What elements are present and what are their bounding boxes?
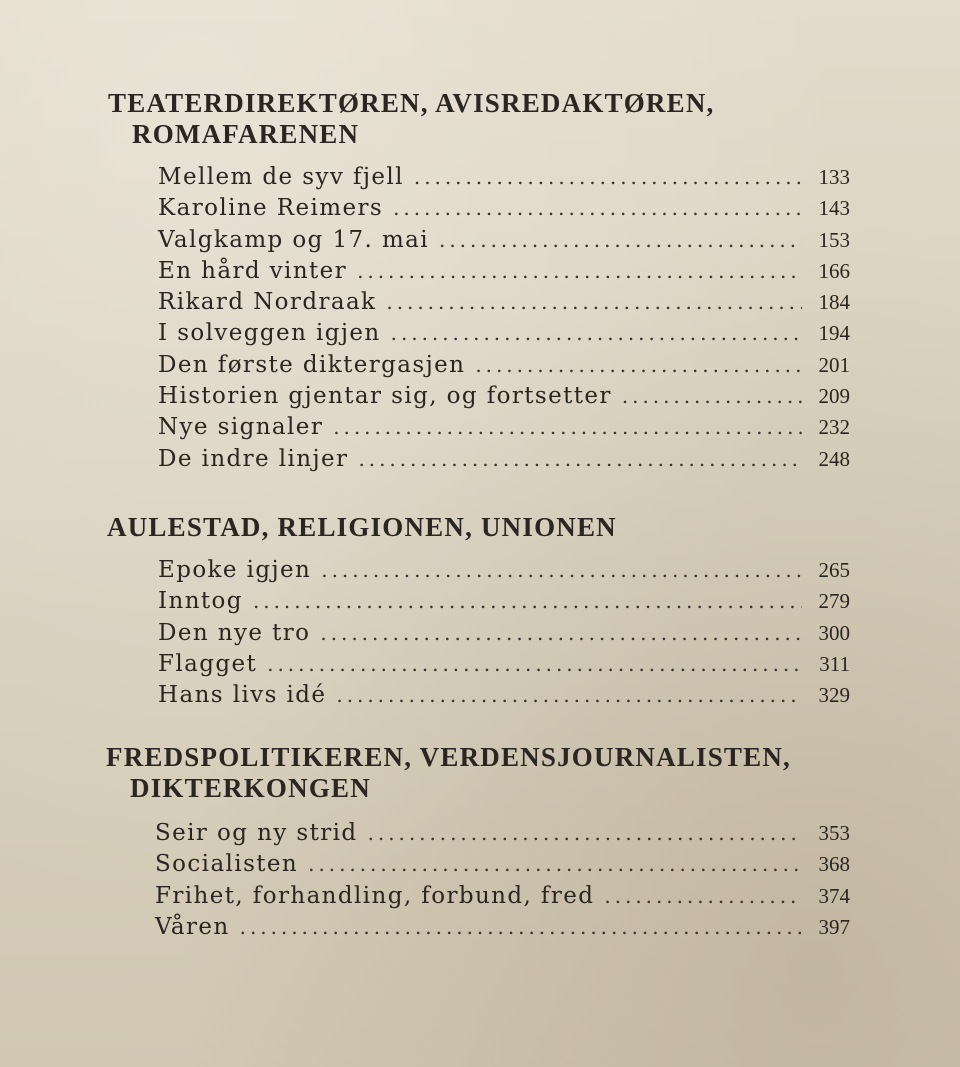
toc-entry-page-number: 166 (818, 258, 850, 283)
toc-entry (158, 682, 850, 713)
section-heading (0, 742, 960, 804)
dot-leader (253, 589, 802, 613)
toc-entry-title: En hård vinter (158, 257, 348, 284)
dot-leader (622, 384, 802, 408)
section-heading-line: ROMAFARENEN (132, 119, 360, 149)
dot-leader (240, 915, 802, 939)
toc-entry-title: Hans livs idé (158, 682, 327, 709)
toc-entry-list (158, 164, 850, 477)
toc-section-aulestad (0, 512, 960, 713)
toc-entry (158, 195, 850, 226)
dot-leader (333, 415, 802, 439)
toc-entry-title: Seir og ny strid (155, 820, 358, 846)
dot-leader (386, 290, 802, 314)
toc-entry-title: Karoline Reimers (158, 195, 384, 222)
toc-entry-title: Nye signaler (158, 414, 324, 441)
toc-entry (158, 446, 850, 477)
toc-entry (158, 164, 850, 195)
toc-entry-title: Inntog (158, 588, 243, 615)
section-heading-line: AULESTAD, RELIGIONEN, UNIONEN (107, 512, 617, 542)
toc-entry-page-number: 353 (818, 821, 850, 845)
toc-entry (158, 557, 850, 588)
section-heading (0, 88, 960, 150)
toc-entry-title: I solveggen igjen (158, 320, 381, 347)
toc-entry-page-number: 279 (818, 589, 850, 614)
toc-entry-title: Den første diktergasjen (158, 351, 466, 378)
toc-entry (158, 352, 850, 383)
dot-leader (267, 652, 802, 676)
toc-entry (158, 383, 850, 414)
dot-leader (439, 228, 802, 252)
toc-entry-title: De indre linjer (158, 445, 349, 472)
toc-entry-title: Valgkamp og 17. mai (158, 226, 430, 253)
section-heading-line: TEATERDIREKTØREN, AVISREDAKTØREN, (108, 88, 715, 118)
toc-entry-title: Frihet, forhandling, forbund, fred (155, 882, 595, 909)
dot-leader (414, 165, 802, 189)
section-heading-line: FREDSPOLITIKEREN, VERDENSJOURNALISTEN, (106, 742, 791, 772)
toc-entry-page-number: 248 (818, 446, 850, 471)
toc-entry-page-number: 300 (818, 620, 850, 645)
toc-entry-page-number: 201 (818, 352, 850, 377)
toc-entry-page-number: 194 (818, 321, 850, 346)
dot-leader (604, 884, 802, 908)
dot-leader (357, 259, 802, 283)
toc-entry (155, 914, 850, 945)
toc-entry-page-number: 184 (818, 290, 850, 315)
toc-entry-page-number: 329 (818, 683, 850, 708)
toc-entry-page-number: 368 (818, 852, 850, 877)
toc-entry (158, 414, 850, 445)
dot-leader (320, 621, 802, 645)
section-heading-line: DIKTERKONGEN (130, 773, 371, 803)
toc-entry-title: Socialisten (155, 851, 299, 878)
toc-entry (158, 651, 850, 682)
toc-entry (155, 820, 850, 851)
toc-entry-page-number: 133 (818, 165, 850, 189)
toc-entry (158, 227, 850, 258)
toc-entry-page-number: 397 (818, 914, 850, 939)
toc-section-fredspolitikeren (0, 742, 960, 945)
dot-leader (391, 321, 802, 345)
dot-leader (393, 196, 802, 220)
toc-entry-page-number: 209 (818, 384, 850, 409)
toc-entry-page-number: 143 (818, 196, 850, 221)
toc-entry (158, 320, 850, 351)
toc-entry (158, 289, 850, 320)
toc-entry (158, 588, 850, 619)
toc-entry-page-number: 311 (819, 651, 850, 676)
toc-entry-title: Mellem de syv fjell (158, 164, 404, 190)
toc-entry-list (158, 557, 850, 713)
toc-entry-page-number: 232 (818, 415, 850, 440)
toc-entry-page-number: 153 (818, 227, 850, 252)
toc-entry (155, 883, 850, 914)
toc-entry-title: Våren (155, 913, 230, 940)
section-heading (0, 512, 960, 543)
toc-entry-title: Rikard Nordraak (158, 289, 377, 316)
toc-entry-title: Den nye tro (158, 619, 311, 646)
toc-entry-title: Epoke igjen (158, 557, 312, 583)
dot-leader (358, 447, 802, 471)
toc-entry-page-number: 374 (818, 883, 850, 908)
toc-entry (158, 258, 850, 289)
toc-entry-title: Historien gjentar sig, og fortsetter (158, 383, 612, 410)
toc-entry-title: Flagget (158, 650, 258, 677)
toc-entry-page-number: 265 (818, 558, 850, 582)
toc-entry (158, 620, 850, 651)
toc-entry-list (155, 820, 850, 945)
dot-leader (475, 353, 802, 377)
toc-section-teaterdirektoren (0, 88, 960, 477)
dot-leader (336, 683, 802, 707)
dot-leader (308, 852, 802, 876)
dot-leader (368, 821, 802, 845)
toc-entry (155, 851, 850, 882)
dot-leader (321, 558, 802, 582)
